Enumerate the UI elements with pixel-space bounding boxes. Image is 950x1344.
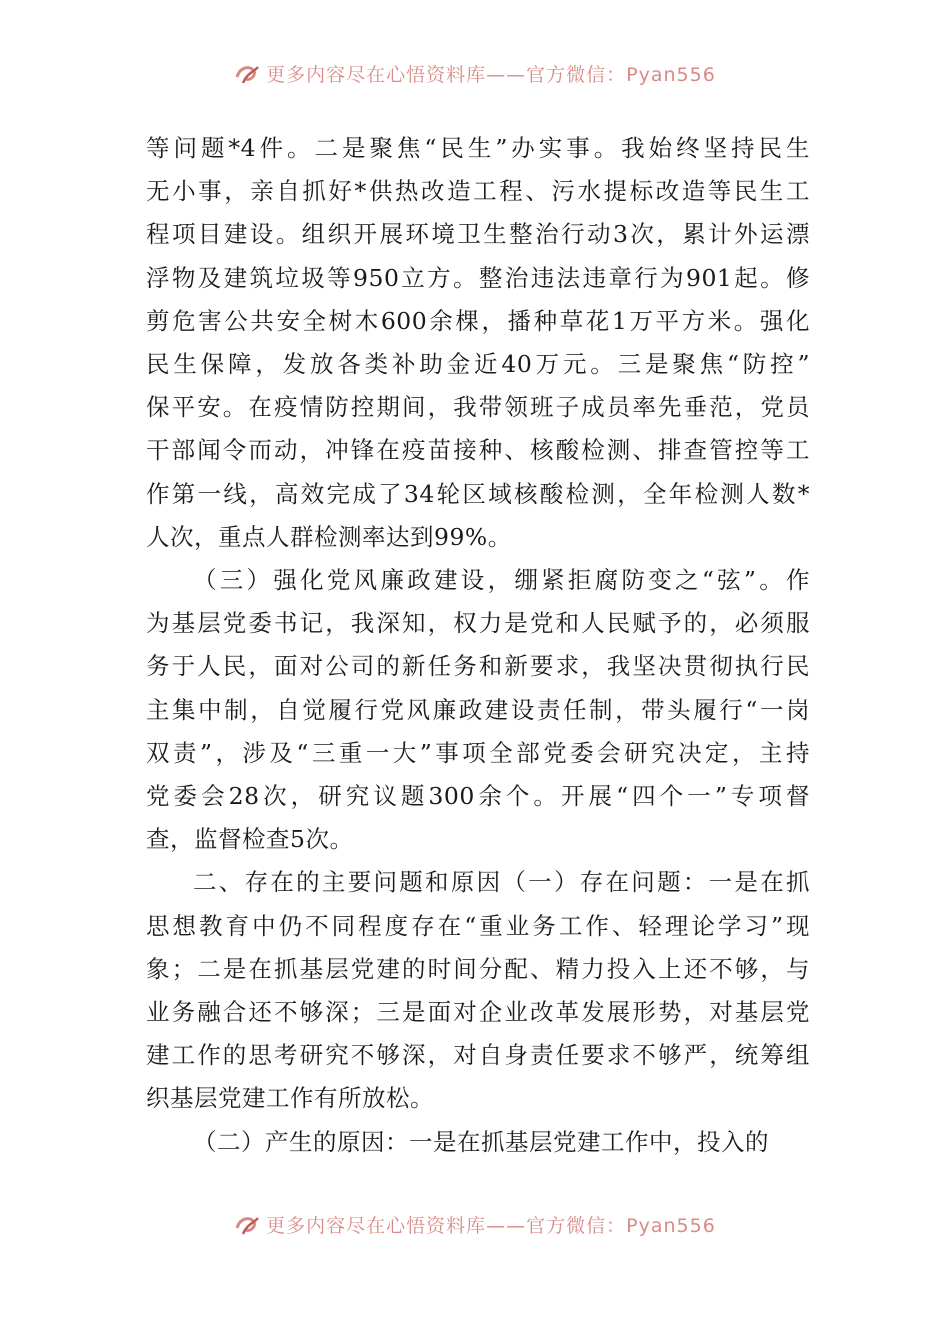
watermark-text: 更多内容尽在心悟资料库——官方微信：Pyan556 [266, 1215, 716, 1237]
paragraph-line: 作第一线，高效完成了34轮区域核酸检测，全年检测人数* [146, 479, 810, 508]
watermark-text: 更多内容尽在心悟资料库——官方微信：Pyan556 [266, 64, 716, 86]
paragraph-line: 织基层党建工作有所放松。 [146, 1084, 434, 1113]
paragraph-line: 等问题*4件。二是聚焦“民生”办实事。我始终坚持民生 [146, 134, 810, 162]
paragraph-line: 干部闻令而动，冲锋在疫苗接种、核酸检测、排查管控等工 [146, 436, 810, 465]
paragraph-line: 程项目建设。组织开展环境卫生整治行动3次，累计外运漂 [146, 220, 810, 249]
paragraph-line: （三）强化党风廉政建设，绷紧拒腐防变之“弦”。作 [193, 566, 810, 595]
paragraph-line: 主集中制，自觉履行党风廉政建设责任制，带头履行“一岗 [146, 695, 810, 724]
paragraph-line: 民生保障，发放各类补助金近40万元。三是聚焦“防控” [146, 350, 810, 379]
brand-logo-icon [234, 63, 260, 85]
paragraph [146, 861, 810, 1120]
paragraph-line: 人次，重点人群检测率达到99%。 [146, 522, 512, 551]
paragraph-line: （二）产生的原因：一是在抓基层党建工作中，投入的 [193, 1127, 769, 1156]
paragraph-line: 为基层党委书记，我深知，权力是党和人民赋予的，必须服 [146, 609, 810, 638]
paragraph-line: 务于人民，面对公司的新任务和新要求，我坚决贯彻执行民 [146, 652, 810, 681]
paragraph-line: 思想教育中仍不同程度存在“重业务工作、轻理论学习”现 [146, 911, 810, 940]
paragraph-line: 保平安。在疫情防控期间，我带领班子成员率先垂范，党员 [146, 393, 810, 422]
paragraph-line: 无小事，亲自抓好*供热改造工程、污水提标改造等民生工 [146, 177, 810, 206]
header-watermark [0, 60, 950, 87]
paragraph-line: 双责”，涉及“三重一大”事项全部党委会研究决定，主持 [146, 738, 810, 767]
brand-logo-icon [234, 1214, 260, 1236]
paragraph-line: 剪危害公共安全树木600余棵，播种草花1万平方米。强化 [146, 306, 810, 335]
paragraph-line: 浮物及建筑垃圾等950立方。整治违法违章行为901起。修 [146, 263, 810, 292]
paragraph [146, 127, 810, 559]
document-body [146, 127, 810, 1164]
paragraph [146, 559, 810, 861]
paragraph [146, 1121, 810, 1164]
paragraph-line: 象；二是在抓基层党建的时间分配、精力投入上还不够，与 [146, 954, 810, 983]
paragraph-line: 查，监督检查5次。 [146, 825, 354, 854]
paragraph-line: 党委会28次，研究议题300余个。开展“四个一”专项督 [146, 782, 810, 811]
paragraph-line: 业务融合还不够深；三是面对企业改革发展形势，对基层党 [146, 998, 810, 1027]
paragraph-line: 二、存在的主要问题和原因（一）存在问题：一是在抓 [193, 868, 810, 897]
paragraph-line: 建工作的思考研究不够深，对自身责任要求不够严，统筹组 [146, 1041, 810, 1070]
footer-watermark [0, 1211, 950, 1238]
